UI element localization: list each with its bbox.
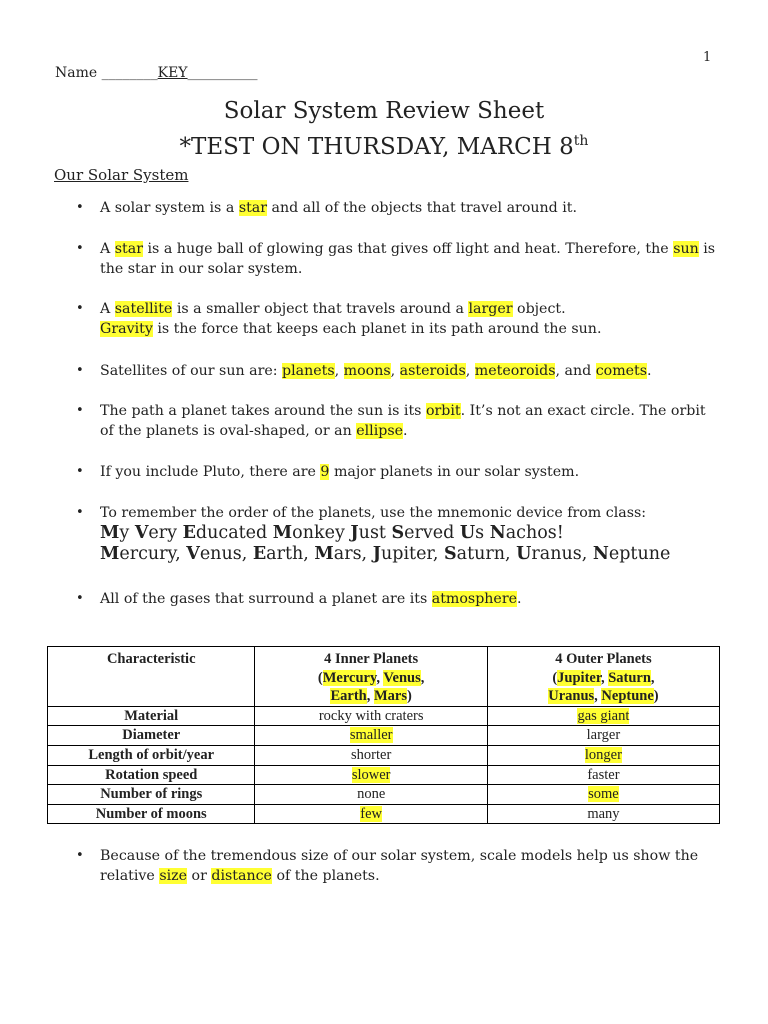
row-label — [48, 765, 255, 785]
initial-letter: S — [391, 523, 405, 543]
highlight: orbit — [425, 403, 461, 419]
text: A — [100, 241, 115, 257]
outer-value — [487, 745, 719, 765]
highlight: comets — [595, 363, 648, 379]
inner-value — [255, 785, 487, 805]
bullet-item-mnemonic — [100, 503, 720, 565]
header-characteristic: Characteristic — [48, 647, 255, 707]
inner-value — [255, 706, 487, 726]
word-rest: ars, — [333, 544, 373, 564]
table-row — [48, 726, 720, 746]
text: is a smaller object that travels around a — [172, 301, 469, 317]
outer-value-text: faster — [587, 766, 620, 783]
text: All of the gases that surround a planet are its — [100, 591, 432, 607]
inner-value-text: smaller — [349, 727, 393, 744]
outer-value-text: gas giant — [577, 707, 630, 724]
text: The path a planet takes around the sun is its — [100, 403, 426, 419]
word-rest: ercury, — [119, 544, 187, 564]
word-rest: arth, — [266, 544, 315, 564]
table-row — [48, 804, 720, 824]
name-value: KEY — [157, 65, 188, 81]
highlight: 9 — [320, 464, 330, 480]
word-rest: s — [475, 523, 490, 543]
row-label-text: Material — [124, 707, 179, 724]
name-blank-after: __________ — [187, 65, 258, 81]
table-row — [48, 785, 720, 805]
table-row — [48, 765, 720, 785]
row-label-text: Diameter — [122, 727, 181, 744]
row-label-text: Number of rings — [100, 786, 203, 803]
planet-order-line — [100, 544, 720, 565]
highlight: distance — [211, 868, 272, 884]
highlight: Saturn — [608, 669, 651, 686]
initial-letter: E — [252, 544, 267, 564]
inner-value-text: few — [360, 805, 383, 822]
inner-value-text: rocky with craters — [318, 707, 424, 724]
subtitle-superscript: th — [573, 133, 589, 149]
planet-comparison-table — [47, 646, 720, 824]
text: . — [517, 591, 522, 607]
bullet-item-star — [100, 239, 720, 279]
text: object. — [512, 301, 566, 317]
outer-value-text: larger — [586, 727, 621, 744]
row-label — [48, 804, 255, 824]
text: A solar system is a — [100, 200, 239, 216]
inner-value-text: none — [357, 786, 386, 803]
initial-letter: V — [134, 523, 149, 543]
subtitle-text: *TEST ON THURSDAY, MARCH 8 — [179, 134, 574, 160]
bullet-item-scale-models — [100, 846, 720, 886]
bullet-item-atmosphere — [100, 589, 720, 609]
outer-value — [487, 785, 719, 805]
word-rest: onkey — [292, 523, 351, 543]
table-header-row — [48, 647, 720, 707]
word-rest: aturn, — [456, 544, 517, 564]
word-rest: ranus, — [531, 544, 593, 564]
highlight: moons — [343, 363, 391, 379]
outer-value — [487, 726, 719, 746]
highlight: star — [238, 200, 268, 216]
text: is the star in our solar system. — [100, 241, 716, 277]
highlight: larger — [468, 301, 513, 317]
table-row — [48, 706, 720, 726]
text: To remember the order of the planets, use the mnemonic device from class: — [100, 505, 647, 521]
inner-value — [255, 765, 487, 785]
word-rest: ery — [148, 523, 183, 543]
page-number: 1 — [703, 50, 712, 65]
bullet-item-satellites-of-sun — [100, 361, 720, 381]
initial-letter: N — [489, 523, 506, 543]
word-rest: ducated — [195, 523, 273, 543]
highlight: Mars — [373, 688, 407, 705]
highlight: ellipse — [356, 423, 404, 439]
header-title: 4 Inner Planets — [324, 651, 419, 667]
text: of the planets. — [271, 868, 380, 884]
initial-letter: N — [592, 544, 609, 564]
outer-value — [487, 706, 719, 726]
highlight: planets — [282, 363, 335, 379]
initial-letter: M — [100, 523, 120, 543]
outer-value-text: many — [587, 805, 620, 822]
row-label-text: Length of orbit/year — [88, 746, 215, 763]
text: Because of the tremendous size of our solar system, scale models help us show the relative — [100, 848, 699, 884]
initial-letter: J — [372, 544, 381, 564]
text: . — [403, 423, 408, 439]
text: major planets in our solar system. — [329, 464, 580, 480]
initial-letter: E — [182, 523, 196, 543]
text: , and — [555, 363, 596, 379]
page-subtitle — [0, 126, 768, 162]
bullet-item-satellite — [100, 299, 720, 339]
text: . It’s not an exact circle. The orbit of the planets is oval-shaped, or an — [100, 403, 706, 439]
highlight: satellite — [114, 301, 173, 317]
outer-value — [487, 765, 719, 785]
row-label — [48, 745, 255, 765]
word-rest: erved — [404, 523, 460, 543]
inner-value-text: shorter — [351, 746, 392, 763]
row-label-text: Rotation speed — [105, 766, 198, 783]
word-rest: enus, — [199, 544, 253, 564]
header-inner-planets: 4 Inner Planets (Mercury, Venus, Earth, Mars) — [255, 647, 487, 707]
initial-letter: U — [516, 544, 532, 564]
initial-letter: M — [314, 544, 334, 564]
outer-value — [487, 804, 719, 824]
text: is the force that keeps each planet in its path around the sun. — [152, 321, 602, 337]
text: Satellites of our sun are: — [100, 363, 283, 379]
word-rest: upiter, — [380, 544, 444, 564]
word-rest: y — [119, 523, 135, 543]
word-rest: ust — [358, 523, 392, 543]
initial-letter: J — [350, 523, 359, 543]
outer-value-text: longer — [584, 746, 622, 763]
highlight: Venus — [383, 669, 421, 686]
inner-value — [255, 745, 487, 765]
highlight: star — [114, 241, 143, 257]
mnemonic-line — [100, 523, 720, 544]
row-label — [48, 726, 255, 746]
highlight: meteoroids — [474, 363, 556, 379]
word-rest: eptune — [608, 544, 671, 564]
highlight: Jupiter — [557, 669, 601, 686]
text: , — [334, 363, 344, 379]
bullet-item-solar-system — [100, 198, 720, 218]
initial-letter: M — [100, 544, 120, 564]
outer-value-text: some — [588, 786, 619, 803]
text: or — [187, 868, 212, 884]
inner-value — [255, 726, 487, 746]
word-rest: achos! — [505, 523, 564, 543]
highlight: asteroids — [399, 363, 466, 379]
text: A — [100, 301, 115, 317]
header-outer-planets: 4 Outer Planets (Jupiter, Saturn, Uranus, Neptune) — [487, 647, 719, 707]
inner-value-text: slower — [351, 766, 391, 783]
bullet-item-pluto — [100, 462, 720, 482]
row-label — [48, 785, 255, 805]
name-line — [55, 65, 258, 81]
highlight: Neptune — [601, 688, 654, 705]
row-label — [48, 706, 255, 726]
text: is a huge ball of glowing gas that gives off light and heat. Therefore, the — [143, 241, 674, 257]
text: If you include Pluto, there are — [100, 464, 321, 480]
page-title: Solar System Review Sheet — [223, 98, 545, 124]
text: and all of the objects that travel around it. — [267, 200, 577, 216]
bullet-item-orbit — [100, 401, 720, 441]
row-label-text: Number of moons — [95, 805, 207, 822]
highlight: Earth — [330, 688, 367, 705]
initial-letter: U — [459, 523, 476, 543]
highlight: size — [159, 868, 188, 884]
name-blank-before: ________ — [101, 65, 158, 81]
text: . — [647, 363, 652, 379]
initial-letter: S — [444, 544, 457, 564]
highlight: sun — [673, 241, 699, 257]
highlight: Gravity — [100, 321, 153, 337]
table-row — [48, 745, 720, 765]
text: , — [465, 363, 475, 379]
initial-letter: V — [186, 544, 200, 564]
highlight: Mercury — [322, 669, 377, 686]
header-title: 4 Outer Planets — [555, 651, 652, 667]
text: , — [390, 363, 400, 379]
section-heading: Our Solar System — [54, 166, 189, 184]
inner-value — [255, 804, 487, 824]
highlight: atmosphere — [431, 591, 517, 607]
highlight: Uranus — [548, 688, 595, 705]
initial-letter: M — [272, 523, 293, 543]
name-label: Name — [55, 65, 98, 81]
